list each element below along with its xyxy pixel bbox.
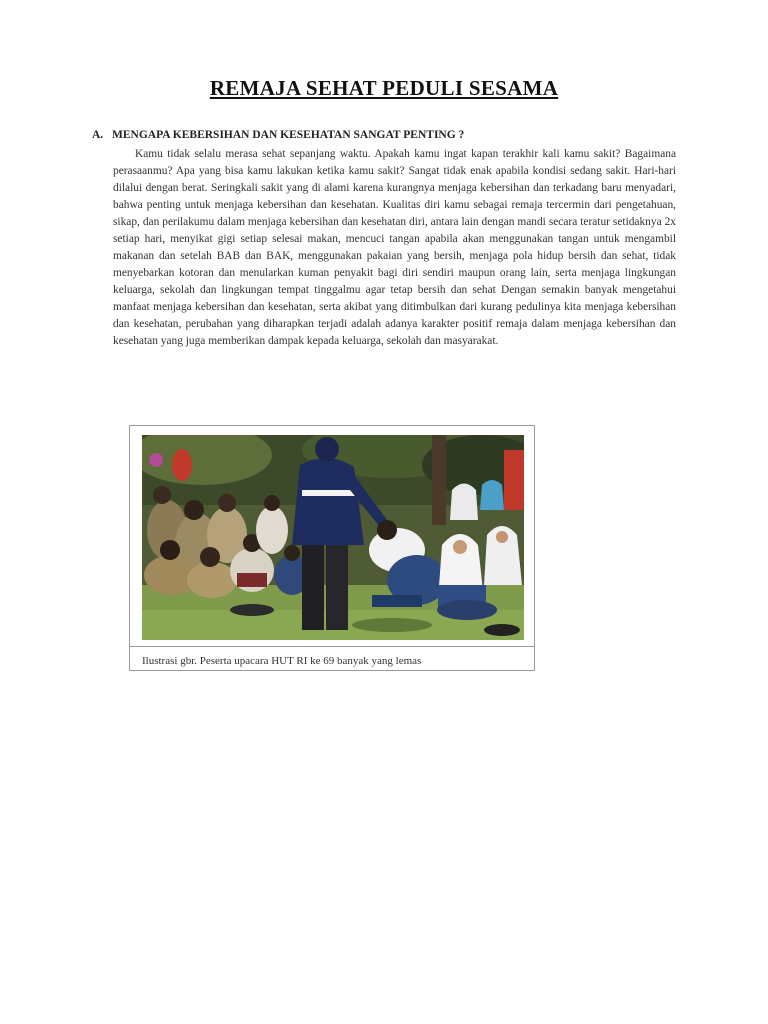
figure-box [129,425,535,671]
section-letter: A. [92,129,104,141]
section-heading [92,129,464,141]
figure-caption: Ilustrasi gbr. Peserta upacara HUT RI ke 69 banyak yang lemas [142,655,422,667]
photo-students-resting [142,435,524,640]
page-title: REMAJA SEHAT PEDULI SESAMA [209,76,559,100]
section-heading-text: MENGAPA KEBERSIHAN DAN KESEHATAN SANGAT PENTING ? [112,129,465,141]
body-paragraph: Kamu tidak selalu merasa sehat sepanjang waktu. Apakah kamu ingat kapan terakhir kali kamu sakit? Bagaimana perasaanmu? Apa yang bisa kamu lakukan ketika kamu sakit? Sangat tidak enak apabila kondisi sedang sakit. Hari-hari dilalui dengan berat. Seringkali sakit yang di alami karena kurangnya menjaga kebersihan dan terkadang baru menyadari, bahwa penting untuk menjaga kebersihan dan kesehatan. Kualitas diri kamu sebagai remaja tercermin dari pengetahuan, sikap, dan perilakumu dalam menjaga kebersihan dan kesehatan diri, antara lain dengan mandi secara teratur setidaknya 2x setiap hari, menyikat gigi setiap selesai makan, mencuci tangan apabila akan menggunakan tangan untuk mengambil makanan dan setelah BAB dan BAK, menggunakan pakaian yang bersih, menjaga pola hidup bersih dan sehat, tidak menyebarkan kotoran dan menularkan kuman penyakit bagi diri sendiri maupun orang lain, serta menjaga lingkungan keluarga, sekolah dan lingkungan tempat tinggalmu agar tetap bersih dan sehat Dengan semakin banyak mengetahui manfaat menjaga kebersihan dan kesehatan, serta akibat yang ditimbulkan dari kurang pedulinya kita menjaga kebersihan dan kesehatan, perubahan yang diharapkan terjadi adalah adanya karakter positif remaja dalam menjaga kebersihan dan kesehatan yang juga memberikan dampak kepada keluarga, sekolah dan masyarakat. [113,148,676,347]
caption-divider [130,646,534,647]
